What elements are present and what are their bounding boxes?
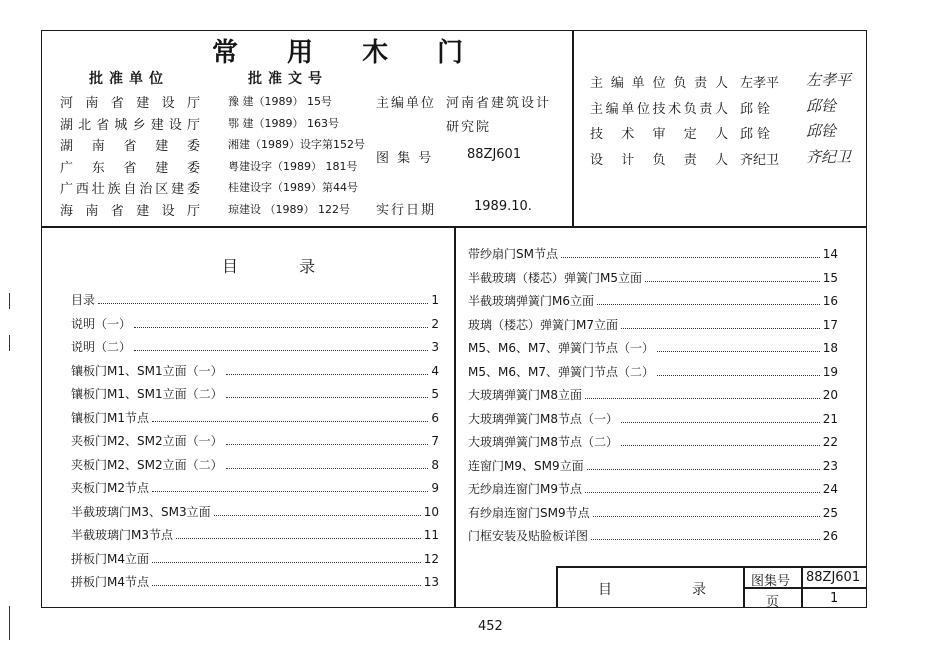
title-block-atlas-value: 88ZJ601 xyxy=(806,570,861,585)
toc-entry xyxy=(468,292,838,308)
toc-entry-page: 13 xyxy=(423,575,439,589)
approval-unit: 广西壮族自治区建委 xyxy=(60,182,200,197)
toc-entry-page: 2 xyxy=(431,316,439,331)
toc-entry-page: 19 xyxy=(822,364,838,379)
toc-entry-page: 23 xyxy=(822,458,838,473)
toc-entry xyxy=(468,410,838,426)
toc-entry xyxy=(71,385,439,401)
toc-entry xyxy=(468,339,838,355)
approval-unit-label: 批准单位 xyxy=(89,71,169,87)
toc-leader-dots xyxy=(621,422,820,423)
approval-unit: 广东省建委 xyxy=(60,160,200,176)
toc-entry-page: 10 xyxy=(423,504,439,519)
toc-entry-label: 无纱扇连窗门M9节点 xyxy=(468,482,582,496)
toc-entry-page: 5 xyxy=(431,387,439,401)
staff-signature: 左孝平 xyxy=(806,71,852,89)
toc-entry xyxy=(468,480,838,496)
approval-doc-number: 豫 建（1989） 15号 xyxy=(228,95,332,108)
title-block-name-1: 目 xyxy=(598,582,612,598)
toc-entry-page: 8 xyxy=(431,457,439,472)
approval-doc-number: 琼建设 （1989） 122号 xyxy=(228,202,350,216)
staff-role: 设 计 负 责 人 xyxy=(590,152,728,168)
document-title: 常 用 木 门 xyxy=(212,38,484,68)
editor-unit-line2: 研究院 xyxy=(446,120,492,135)
toc-entry xyxy=(468,269,838,285)
toc-leader-dots xyxy=(214,515,421,516)
toc-leader-dots xyxy=(587,469,820,470)
toc-entry-page: 21 xyxy=(822,411,838,426)
approval-unit: 湖南省建委 xyxy=(60,139,200,154)
toc-entry-label: 玻璃（楼芯）弹簧门M7立面 xyxy=(468,317,618,332)
toc-entry-label: 大玻璃弹簧门M8节点（二） xyxy=(468,435,618,449)
toc-entry xyxy=(468,527,838,543)
toc-entry-page: 3 xyxy=(431,340,439,354)
toc-leader-dots xyxy=(152,562,421,563)
toc-entry xyxy=(71,503,439,519)
toc-leader-dots xyxy=(226,397,429,398)
toc-entry-label: 有纱扇连窗门SM9节点 xyxy=(468,505,590,520)
toc-leader-dots xyxy=(134,350,428,351)
toc-leader-dots xyxy=(152,491,428,492)
approval-doc-number: 鄂 建（1989） 163号 xyxy=(228,116,339,130)
toc-entry-label: 大玻璃弹簧门M8节点（一） xyxy=(468,411,618,426)
toc-entry-page: 6 xyxy=(431,410,439,425)
toc-leader-dots xyxy=(591,539,820,540)
toc-leader-dots xyxy=(593,516,820,517)
toc-entry-label: 夹板门M2节点 xyxy=(71,481,149,495)
toc-entry-page: 11 xyxy=(423,528,439,542)
toc-title: 目 录 xyxy=(222,257,344,276)
atlas-number-value: 88ZJ601 xyxy=(467,147,522,162)
toc-entry-page: 20 xyxy=(822,388,838,402)
toc-leader-dots xyxy=(621,328,820,329)
toc-entry-page: 18 xyxy=(822,341,838,355)
toc-entry-label: 说明（二） xyxy=(71,340,132,354)
toc-entry xyxy=(71,338,439,354)
toc-entry xyxy=(468,504,838,520)
approval-doc-number: 湘建（1989）设字第152号 xyxy=(228,138,365,151)
toc-leader-dots xyxy=(98,303,428,304)
staff-role: 技 术 审 定 人 xyxy=(590,127,728,142)
toc-entry-label: M5、M6、M7、弹簧门节点（二） xyxy=(468,364,654,379)
toc-entry-page: 24 xyxy=(822,482,838,496)
toc-entry-label: 半截玻璃（楼芯）弹簧门M5立面 xyxy=(468,270,642,285)
approval-unit: 河南省建设厅 xyxy=(60,96,200,111)
toc-entry-label: 拼板门M4立面 xyxy=(71,551,149,566)
staff-signature: 邱铨 xyxy=(806,122,837,140)
toc-entry-page: 4 xyxy=(431,363,439,378)
toc-entry xyxy=(468,316,838,332)
binding-mark xyxy=(9,335,10,351)
toc-entry-label: 半截玻璃门M3节点 xyxy=(71,528,173,542)
editor-unit-label: 主编单位 xyxy=(376,96,437,111)
toc-entry-label: 说明（一） xyxy=(71,316,132,331)
toc-entry-label: 镶板门M1节点 xyxy=(71,410,149,425)
toc-entry-page: 1 xyxy=(431,293,439,307)
toc-leader-dots xyxy=(152,585,421,586)
title-block-name-2: 录 xyxy=(692,582,706,598)
toc-leader-dots xyxy=(645,281,820,282)
toc-entry-label: 拼板门M4节点 xyxy=(71,575,149,589)
toc-leader-dots xyxy=(585,492,820,493)
toc-entry-label: 带纱扇门SM节点 xyxy=(468,247,558,261)
toc-entry xyxy=(468,386,838,402)
sheet-page-number: 452 xyxy=(478,619,503,634)
staff-name: 左孝平 xyxy=(740,76,780,91)
staff-signature: 齐纪卫 xyxy=(806,147,852,166)
toc-entry-label: 夹板门M2、SM2立面（二） xyxy=(71,457,223,472)
toc-leader-dots xyxy=(226,374,429,375)
toc-entry xyxy=(71,573,439,589)
toc-entry-page: 7 xyxy=(431,434,439,448)
toc-leader-dots xyxy=(226,444,429,445)
title-block-page-value: 1 xyxy=(830,591,839,606)
toc-entry-page: 26 xyxy=(822,529,838,543)
approval-doc-number: 粤建设字（1989） 181号 xyxy=(228,159,358,173)
toc-entry-label: 镶板门M1、SM1立面（一） xyxy=(71,363,223,378)
toc-entry xyxy=(468,433,838,449)
toc-entry xyxy=(71,362,439,378)
staff-name: 邱 铨 xyxy=(740,127,771,142)
toc-entry-label: 门框安装及贴脸板详图 xyxy=(468,529,589,543)
toc-leader-dots xyxy=(585,398,820,399)
toc-entry xyxy=(71,315,439,331)
toc-entry-page: 22 xyxy=(822,435,838,449)
toc-entry xyxy=(468,457,838,473)
staff-signature: 邱铨 xyxy=(806,96,837,115)
toc-leader-dots xyxy=(176,538,421,539)
toc-entry-page: 16 xyxy=(822,294,838,308)
toc-entry xyxy=(71,291,439,307)
toc-entry-label: M5、M6、M7、弹簧门节点（一） xyxy=(468,341,654,355)
toc-entry-page: 25 xyxy=(822,505,838,520)
title-block-atlas-label: 图集号 xyxy=(751,574,791,589)
toc-leader-dots xyxy=(226,468,429,469)
staff-name: 齐纪卫 xyxy=(740,152,780,168)
toc-entry-page: 17 xyxy=(822,317,838,332)
toc-entry xyxy=(468,245,838,261)
toc-entry-label: 夹板门M2、SM2立面（一） xyxy=(71,434,223,448)
toc-entry xyxy=(71,550,439,566)
toc-leader-dots xyxy=(561,257,820,258)
approval-doc-number: 桂建设字（1989）第44号 xyxy=(228,181,358,194)
toc-entry-label: 半截玻璃门M3、SM3立面 xyxy=(71,504,211,519)
toc-entry xyxy=(71,526,439,542)
toc-leader-dots xyxy=(152,421,428,422)
toc-divider xyxy=(454,227,456,608)
staff-role: 主编单位技术负责人 xyxy=(590,101,728,117)
effective-date-label: 实行日期 xyxy=(376,203,437,218)
title-block-page-label: 页 xyxy=(766,595,780,610)
toc-entry-page: 15 xyxy=(822,270,838,285)
toc-leader-dots xyxy=(597,304,820,305)
toc-entry-page: 9 xyxy=(431,481,439,495)
binding-mark xyxy=(9,606,10,640)
toc-entry xyxy=(71,479,439,495)
toc-entry-label: 大玻璃弹簧门M8立面 xyxy=(468,388,582,402)
toc-entry-page: 12 xyxy=(423,551,439,566)
toc-entry-page: 14 xyxy=(822,247,838,261)
approval-unit: 海南省建设厅 xyxy=(60,203,200,219)
toc-leader-dots xyxy=(134,327,428,328)
approval-unit: 湖北省城乡建设厅 xyxy=(60,117,200,133)
staff-name: 邱 铨 xyxy=(740,101,771,117)
toc-leader-dots xyxy=(657,375,820,376)
toc-entry-label: 连窗门M9、SM9立面 xyxy=(468,458,584,473)
atlas-number-label: 图 集 号 xyxy=(376,151,434,166)
toc-entry xyxy=(71,456,439,472)
staff-role: 主编单位负责人 xyxy=(590,76,728,91)
toc-entry xyxy=(468,363,838,379)
toc-entry xyxy=(71,432,439,448)
toc-leader-dots xyxy=(657,351,820,352)
toc-entry-label: 半截玻璃弹簧门M6立面 xyxy=(468,294,594,308)
header-divider xyxy=(572,30,574,227)
toc-entry xyxy=(71,409,439,425)
approval-no-label: 批准文号 xyxy=(248,71,328,87)
editor-unit-line1: 河南省建筑设计 xyxy=(446,96,552,111)
toc-leader-dots xyxy=(621,445,820,446)
toc-entry-label: 目录 xyxy=(71,293,96,307)
toc-entry-label: 镶板门M1、SM1立面（二） xyxy=(71,387,223,401)
binding-mark xyxy=(9,293,10,309)
effective-date-value: 1989.10. xyxy=(474,199,532,214)
